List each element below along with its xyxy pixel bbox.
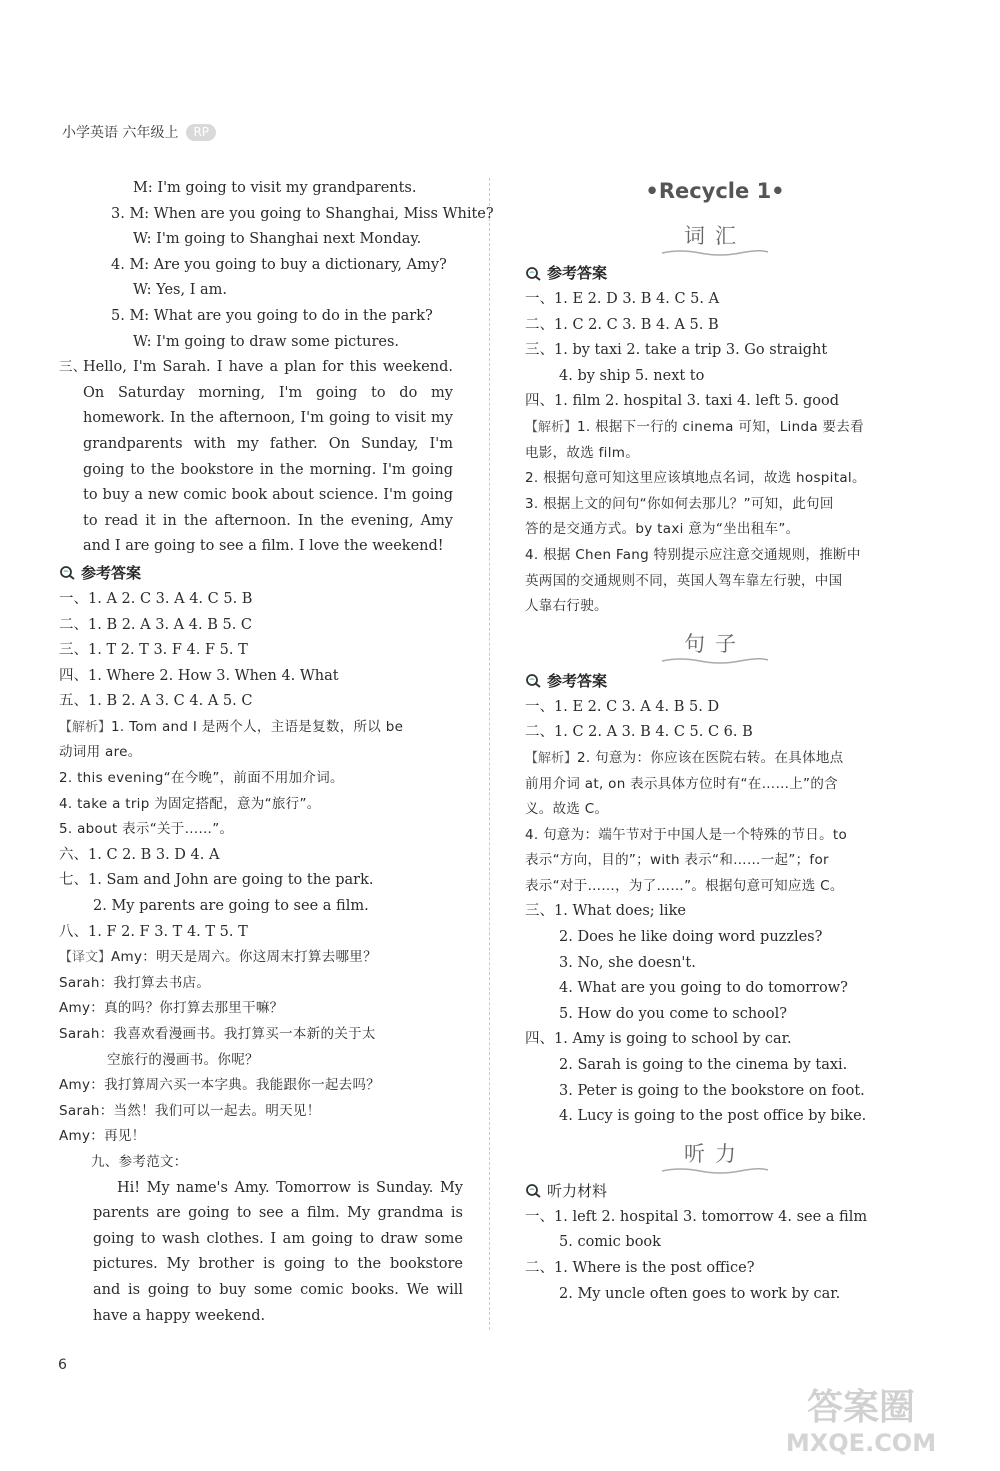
listening-row: 2. My uncle often goes to work by car. bbox=[559, 1285, 841, 1302]
part-label: 三、 bbox=[59, 359, 87, 376]
translation-line: Sarah：我打算去书店。 bbox=[59, 974, 211, 991]
answers-heading bbox=[525, 668, 905, 695]
section-listening bbox=[525, 1136, 905, 1174]
answers-heading bbox=[59, 560, 458, 587]
analysis-line: 英两国的交通规则不同，英国人驾车靠左行驶，中国 bbox=[525, 572, 843, 589]
magnifier-icon bbox=[525, 1183, 543, 1199]
analysis-line: 5. about 表示“关于……”。 bbox=[59, 821, 234, 838]
answer-row: 二、1. C 2. C 3. B 4. A 5. B bbox=[525, 316, 719, 333]
text-line: 4. M: Are you going to buy a dictionary, Amy? bbox=[111, 256, 447, 273]
listening-heading bbox=[525, 1178, 905, 1205]
column-divider bbox=[489, 178, 490, 1330]
answer-row: 3. No, she doesn't. bbox=[559, 954, 696, 971]
section-underline-icon bbox=[660, 656, 770, 664]
analysis-line: 人靠右行驶。 bbox=[525, 598, 608, 615]
listening-row: 二、1. Where is the post office? bbox=[525, 1260, 755, 1276]
translation-text: Amy：明天是周六。你这周末打算去哪里？ bbox=[111, 949, 377, 966]
answer-row: 三、1. What does; like bbox=[525, 903, 686, 920]
analysis-line: 电影，故选 film。 bbox=[525, 444, 639, 461]
translation-line: Sarah：我喜欢看漫画书。我打算买一本新的关于太 bbox=[59, 1026, 376, 1042]
section-listening-label: 听力 bbox=[684, 1141, 746, 1166]
analysis-line: 2. this evening“在今晚”，前面不用加介词。 bbox=[59, 770, 344, 787]
analysis-text: 2. 句意为：你应该在医院右转。在具体地点 bbox=[577, 749, 844, 766]
section-vocabulary-label: 词汇 bbox=[684, 224, 746, 248]
answer-row: 3. Peter is going to the bookstore on foot. bbox=[559, 1082, 865, 1099]
section-sentences-label: 句子 bbox=[684, 631, 746, 656]
answer-row: 三、1. T 2. T 3. F 4. F 5. T bbox=[59, 642, 248, 659]
section-vocabulary bbox=[525, 218, 905, 256]
answer-row: 二、1. B 2. A 3. A 4. B 5. C bbox=[59, 616, 253, 633]
edition-badge: RP bbox=[186, 124, 216, 141]
translation-line: Sarah：当然！我们可以一起去。明天见！ bbox=[59, 1102, 321, 1119]
answer-row: 2. Sarah is going to the cinema by taxi. bbox=[559, 1057, 848, 1074]
analysis-line: 表示“对于……，为了……”。根据句意可知应选 C。 bbox=[525, 877, 844, 894]
analysis-line: 4. 根据 Chen Fang 特别提示应注意交通规则，推断中 bbox=[525, 546, 861, 563]
text-line: 5. M: What are you going to do in the park? bbox=[111, 307, 433, 324]
magnifier-icon bbox=[525, 673, 543, 689]
answer-row: 4. What are you going to do tomorrow? bbox=[559, 980, 848, 997]
listening-heading-label: 听力材料 bbox=[547, 1181, 608, 1200]
translation-tag: 【译文】 bbox=[59, 950, 112, 966]
analysis-text: 1. 根据下一行的 cinema 可知，Linda 要去看 bbox=[577, 418, 864, 435]
answer-row: 一、1. E 2. C 3. A 4. B 5. D bbox=[525, 698, 720, 715]
answer-row: 二、1. C 2. A 3. B 4. C 5. C 6. B bbox=[525, 724, 753, 741]
magnifier-icon bbox=[59, 565, 77, 581]
analysis-tag: 【解析】 bbox=[59, 719, 112, 735]
answer-row: 一、1. E 2. D 3. B 4. C 5. A bbox=[525, 291, 720, 307]
sample-essay-label: 九、参考范文： bbox=[91, 1153, 188, 1170]
listening-row: 一、1. left 2. hospital 3. tomorrow 4. see a film bbox=[525, 1208, 868, 1225]
book-title: 小学英语 六年级上 bbox=[62, 125, 179, 141]
answer-row: 七、1. Sam and John are going to the park. bbox=[59, 872, 374, 889]
analysis-line: 前用介词 at, on 表示具体方位时有“在……上”的含 bbox=[525, 775, 838, 792]
translation-line bbox=[59, 945, 458, 971]
answer-row: 4. Lucy is going to the post office by bike. bbox=[559, 1108, 867, 1125]
translation-line: 空旅行的漫画书。你呢？ bbox=[107, 1051, 259, 1068]
answer-row: 八、1. F 2. F 3. T 4. T 5. T bbox=[59, 923, 248, 940]
passage-text: Hello, I'm Sarah. I have a plan for this weekend. On Saturday morning, I'm going to do my homework. In the afternoon, I'm going to visit my grandparents with my father. On Sunday, I'm going to the bookstore in the morning. I'm going to buy a new comic book about science. I'm going to read it in the afternoon. In the evening, Amy and I are going to see a film. I love the weekend! bbox=[83, 359, 453, 555]
answers-heading-label: 参考答案 bbox=[81, 563, 142, 582]
analysis-tag: 【解析】 bbox=[525, 750, 578, 766]
section-underline-icon bbox=[660, 1166, 770, 1174]
answers-heading-label: 参考答案 bbox=[547, 671, 608, 690]
answer-row: 4. by ship 5. next to bbox=[559, 367, 705, 384]
watermark-url: MXQE.COM bbox=[785, 1429, 937, 1457]
listening-row: 5. comic book bbox=[559, 1234, 661, 1251]
answer-row: 5. How do you come to school? bbox=[559, 1005, 788, 1022]
translation-line: Amy：再见！ bbox=[59, 1128, 146, 1145]
analysis-line bbox=[525, 746, 905, 772]
page-number: 6 bbox=[58, 1357, 67, 1373]
analysis-line: 4. take a trip 为固定搭配，意为“旅行”。 bbox=[59, 795, 321, 812]
analysis-line: 义。故选 C。 bbox=[525, 801, 609, 818]
answer-row: 六、1. C 2. B 3. D 4. A bbox=[59, 846, 220, 863]
analysis-line: 4. 句意为：端午节对于中国人是一个特殊的节日。to bbox=[525, 826, 848, 843]
answer-row: 一、1. A 2. C 3. A 4. C 5. B bbox=[59, 590, 253, 607]
text-line: M: I'm going to visit my grandparents. bbox=[133, 180, 417, 196]
answer-row: 四、1. Where 2. How 3. When 4. What bbox=[59, 667, 339, 684]
analysis-tag: 【解析】 bbox=[525, 419, 578, 435]
page-header bbox=[62, 122, 216, 142]
section-underline-icon bbox=[660, 248, 770, 256]
text-line: W: I'm going to draw some pictures. bbox=[133, 333, 400, 350]
analysis-text: 1. Tom and I 是两个人，主语是复数，所以 be bbox=[111, 718, 404, 735]
analysis-line: 2. 根据句意可知这里应该填地点名词，故选 hospital。 bbox=[525, 470, 866, 487]
analysis-line bbox=[525, 415, 905, 441]
watermark-logo bbox=[743, 1379, 978, 1457]
watermark-text: 答案圈 bbox=[806, 1387, 916, 1428]
answer-row: 三、1. by taxi 2. take a trip 3. Go straight bbox=[525, 342, 828, 359]
analysis-line: 表示“方向，目的”；with 表示“和……一起”；for bbox=[525, 852, 829, 869]
right-column bbox=[525, 176, 905, 1307]
answer-row: 四、1. Amy is going to school by car. bbox=[525, 1031, 792, 1048]
analysis-line bbox=[59, 715, 458, 741]
text-line: 3. M: When are you going to Shanghai, Miss White? bbox=[111, 205, 494, 222]
unit-title: •Recycle 1• bbox=[645, 179, 785, 203]
answers-heading-label: 参考答案 bbox=[547, 264, 608, 282]
sample-essay-text: Hi! My name's Amy. Tomorrow is Sunday. My parents are going to see a film. My grandma is going to wash clothes. I am going to draw some pictures. My brother is going to the bookstore and is going to buy some comic books. We will have a happy weekend. bbox=[93, 1179, 463, 1324]
analysis-line: 3. 根据上文的问句“你如何去那儿？”可知，此句回 bbox=[525, 495, 834, 512]
answer-row: 五、1. B 2. A 3. C 4. A 5. C bbox=[59, 693, 253, 710]
translation-line: Amy：真的吗？你打算去那里干嘛？ bbox=[59, 1000, 284, 1017]
listening-passage bbox=[59, 355, 458, 560]
answers-heading bbox=[525, 260, 905, 287]
analysis-line: 答的是交通方式。by taxi 意为“坐出租车”。 bbox=[525, 521, 800, 538]
section-sentences bbox=[525, 626, 905, 664]
answer-row: 四、1. film 2. hospital 3. taxi 4. left 5. good bbox=[525, 393, 839, 410]
text-line: W: I'm going to Shanghai next Monday. bbox=[133, 231, 422, 248]
left-column bbox=[59, 176, 494, 1329]
sample-essay bbox=[93, 1176, 463, 1330]
answer-row: 2. Does he like doing word puzzles? bbox=[559, 929, 823, 946]
answer-row: 2. My parents are going to see a film. bbox=[93, 898, 369, 915]
analysis-line: 动词用 are。 bbox=[59, 744, 142, 761]
magnifier-icon bbox=[525, 266, 543, 282]
text-line: W: Yes, I am. bbox=[133, 282, 228, 299]
translation-line: Amy：我打算周六买一本字典。我能跟你一起去吗？ bbox=[59, 1077, 381, 1094]
